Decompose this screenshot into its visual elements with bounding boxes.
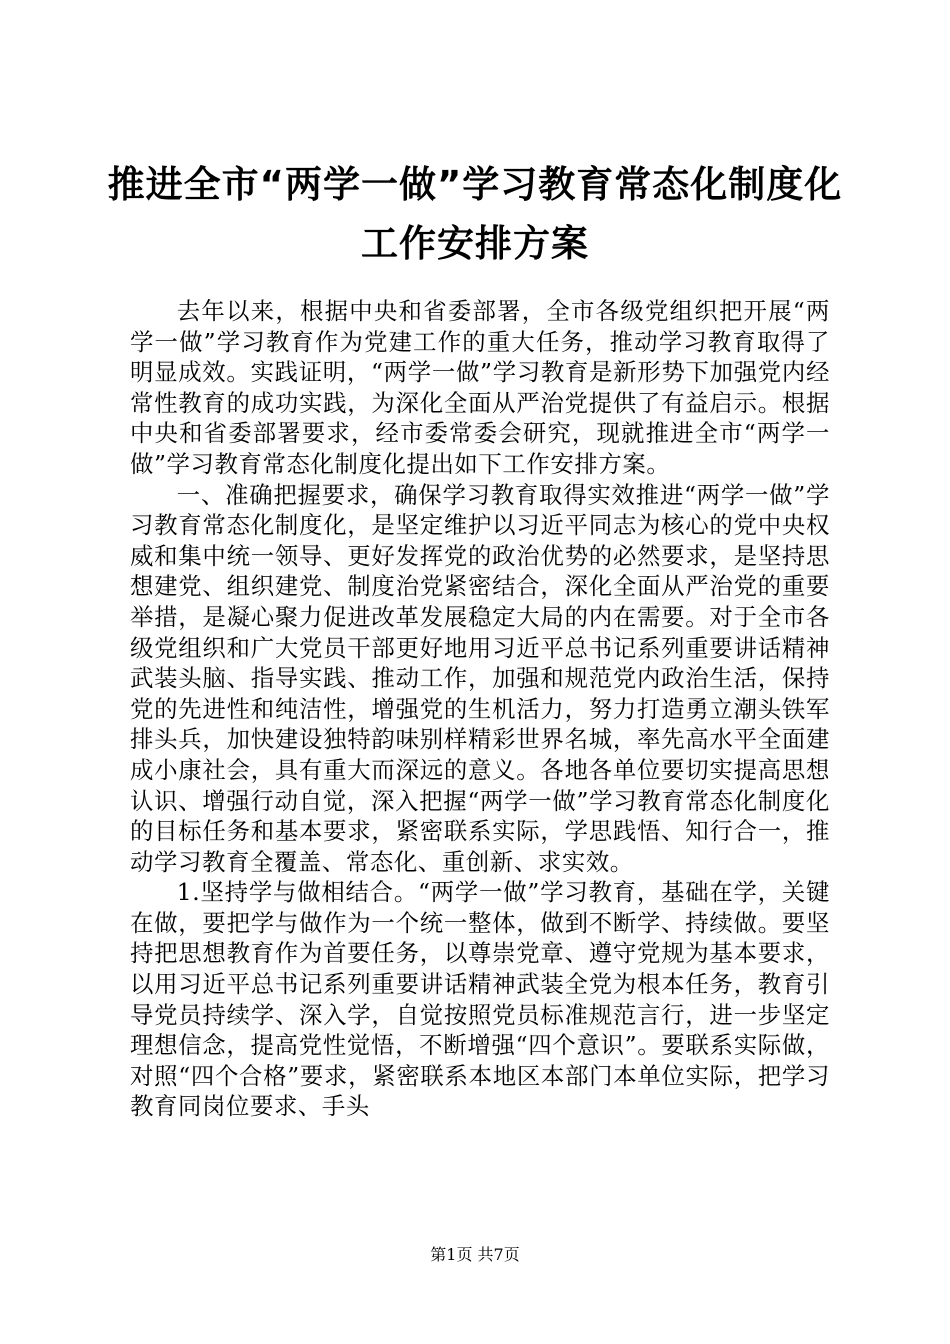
paragraph-section-one: 一、准确把握要求，确保学习教育取得实效推进“两学一做”学习教育常态化制度化，是坚定维护以习近平同志为核心的党中央权威和集中统一领导、更好发挥党的政治优势的必然要求，是坚持思想建党、组织建党、制度治党紧密结合，深化全面从严治党的重要举措，是凝心聚力促进改革发展稳定大局的内在需要。对于全市各级党组织和广大党员干部更好地用习近平总书记系列重要讲话精神武装头脑、指导实践、推动工作，加强和规范党内政治生活，保持党的先进性和纯洁性，增强党的生机活力，努力打造勇立潮头铁军排头兵，加快建设独特韵味别样精彩世界名城，率先高水平全面建成小康社会，具有重大而深远的意义。各地各单位要切实提高思想认识、增强行动自觉，深入把握“两学一做”学习教育常态化制度化的目标任务和基本要求，紧密联系实际，学思践悟、知行合一，推动学习教育全覆盖、常态化、重创新、求实效。	[130, 480, 830, 876]
document-title-line-2: 工作安排方案	[361, 222, 589, 265]
document-title-line-1: 推进全市“两学一做”学习教育常态化制度化	[107, 163, 843, 206]
paragraph-intro: 去年以来，根据中央和省委部署，全市各级党组织把开展“两学一做”学习教育作为党建工作的重大任务，推动学习教育取得了明显成效。实践证明，“两学一做”学习教育是新形势下加强党内经常性教育的成功实践，为深化全面从严治党提供了有益启示。根据中央和省委部署要求，经市委常委会研究，现就推进全市“两学一做”学习教育常态化制度化提出如下工作安排方案。	[130, 297, 830, 478]
document-body	[130, 296, 830, 1122]
paragraph-item-one: 1.坚持学与做相结合。“两学一做”学习教育，基础在学，关键在做，要把学与做作为一个统一整体，做到不断学、持续做。要坚持把思想教育作为首要任务，以尊崇党章、遵守党规为基本要求，以用习近平总书记系列重要讲话精神武装全党为根本任务，教育引导党员持续学、深入学，自觉按照党员标准规范言行，进一步坚定理想信念，提高党性觉悟，不断增强“四个意识”。要联系实际做，对照“四个合格”要求，紧密联系本地区本部门本单位实际，把学习教育同岗位要求、手头	[130, 878, 830, 1121]
page-number-footer: 第1页 共7页	[430, 1245, 520, 1264]
